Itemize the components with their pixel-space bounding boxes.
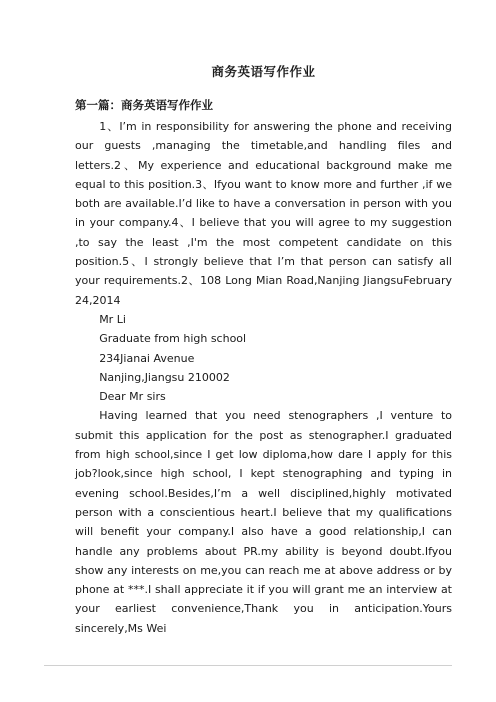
page-divider [44, 665, 452, 666]
intro-paragraph: 1、I’m in responsibility for answering the phone and receiving our guests ,managing the timetable,and handling files and letters.2、My experience and educational background make me equal to this position.3、Ifyou want to know more and further ,if we both are available.I’d like to have a conversation in person with you in your company.4、I believe that you will agree to my suggestion ,to say the least ,I'm the most competent candidate on this position.5、I strongly believe that I’m that person can satisfy all your requirements.2、108 Long Mian Road,Nanjing JiangsuFebruary 24,2014 [75, 120, 452, 307]
city-postcode: Nanjing,Jiangsu 210002 [99, 370, 230, 384]
section-heading: 第一篇：商务英语写作作业 [75, 98, 213, 112]
sender-education: Graduate from high school [99, 332, 247, 346]
document-title: 商务英语写作作业 [211, 64, 316, 79]
recipient-name: Mr Li [99, 312, 126, 326]
salutation: Dear Mr sirs [99, 390, 166, 404]
street-address: 234Jianai Avenue [99, 351, 195, 365]
letter-body: Having learned that you need stenographers ,I venture to submit this application for the post as stenographer.I graduated from high school,since I get low diploma,how dare I apply for this job?look,since high school, I kept stenographing and typing in evening school.Besides,I’m a well disciplined,highly motivated person with a conscientious heart.I believe that my qualifications will benefit your company.I also have a good relationship,I can handle any problems about PR.my ability is beyond doubt.Ifyou show any interests on me,you can reach me at above address or by phone at ***.I shall appreciate it if you will grant me an interview at your earliest convenience,Thank you in anticipation.Yours sincerely,Ms Wei [75, 409, 452, 635]
